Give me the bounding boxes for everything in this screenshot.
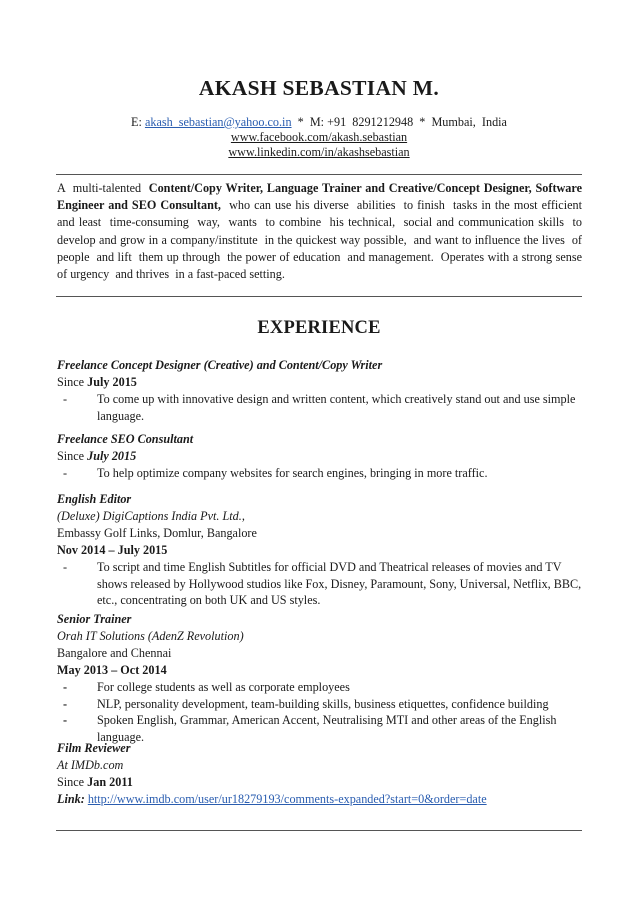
job-entry <box>57 611 582 745</box>
bullet-dash: - <box>63 713 68 727</box>
bullet-text: To help optimize company websites for search engines, bringing in more traffic. <box>97 466 488 480</box>
contact-details: * M: +91 8291212948 * Mumbai, India <box>291 115 507 129</box>
list-item <box>57 679 582 696</box>
bullet-text: NLP, personality development, team-building skills, business etiquettes, confidence building <box>97 696 549 711</box>
since-label: Since <box>57 775 88 789</box>
since-date: July 2015 <box>87 449 137 463</box>
job-location: Embassy Golf Links, Domlur, Bangalore <box>57 526 257 540</box>
list-item <box>57 391 582 424</box>
email-link[interactable]: akash_sebastian@yahoo.co.in <box>144 115 292 129</box>
job-entry <box>57 491 582 609</box>
job-since <box>57 374 582 391</box>
list-item <box>57 696 582 713</box>
job-dates: Nov 2014 – July 2015 <box>57 543 168 557</box>
imdb-link[interactable]: http://www.imdb.com/user/ur18279193/comments-expanded?start=0&order=date <box>87 792 487 806</box>
job-since <box>57 448 582 465</box>
job-bullets <box>57 391 582 424</box>
job-title: Film Reviewer <box>57 741 131 755</box>
list-item <box>57 559 582 609</box>
job-location: Bangalore and Chennai <box>57 646 172 660</box>
divider <box>56 830 582 831</box>
link-separator: : <box>80 792 88 806</box>
candidate-name: AKASH SEBASTIAN M. <box>198 76 440 100</box>
summary-roles: Content/Copy Writer, Language Trainer and Creative/Concept Designer, Software Engineer and SEO Consultant, <box>57 181 582 213</box>
bullet-dash: - <box>63 680 68 694</box>
divider <box>56 174 582 175</box>
bullet-dash: - <box>63 696 68 711</box>
job-bullets <box>57 679 582 745</box>
email-prefix: E: <box>131 115 145 129</box>
job-title: Senior Trainer <box>57 612 132 626</box>
since-label: Since <box>57 449 88 463</box>
job-company: At IMDb.com <box>57 758 124 772</box>
imdb-link-row <box>57 791 582 808</box>
bullet-text: For college students as well as corporate employees <box>97 680 350 694</box>
job-bullets <box>57 465 582 482</box>
since-date: Jan 2011 <box>87 775 133 789</box>
divider <box>56 296 582 297</box>
summary-lead: A multi-talented <box>57 181 149 195</box>
bullet-text: Spoken English, Grammar, American Accent, Neutralising MTI and other areas of the English language. <box>97 713 557 744</box>
job-since <box>57 774 582 791</box>
linkedin-link[interactable]: www.linkedin.com/in/akashsebastian <box>228 145 410 159</box>
bullet-dash: - <box>63 560 68 574</box>
job-entry <box>57 431 582 482</box>
section-heading-experience: EXPERIENCE <box>257 318 381 338</box>
since-label: Since <box>57 375 88 389</box>
job-title: English Editor <box>57 492 132 506</box>
bullet-text: To come up with innovative design and written content, which creatively stand out and use simple language. <box>97 392 576 423</box>
bullet-dash: - <box>63 466 68 480</box>
link-label: Link <box>57 792 81 806</box>
job-bullets <box>57 559 582 609</box>
facebook-link[interactable]: www.facebook.com/akash.sebastian <box>230 130 408 144</box>
job-entry <box>57 357 582 424</box>
since-date: July 2015 <box>87 375 137 389</box>
job-title: Freelance Concept Designer (Creative) and Content/Copy Writer <box>57 358 383 372</box>
job-entry <box>57 740 582 808</box>
bullet-dash: - <box>63 392 68 406</box>
job-company: Orah IT Solutions (AdenZ Revolution) <box>57 629 244 643</box>
list-item <box>57 465 582 482</box>
job-title: Freelance SEO Consultant <box>57 432 194 446</box>
summary-body: who can use his diverse abilities to finish tasks in the most efficient and least time-consuming way, wants to combine his technical, social and communication skills to develop and grow in a company/institute in the quickest way possible, and want to influence the lives of people and lift them up through the power of education and management. Operates with a strong sense of urgency and thrives in a fast-paced setting. <box>57 198 589 282</box>
contact-block <box>0 115 638 160</box>
bullet-text: To script and time English Subtitles for official DVD and Theatrical releases of movies and TV shows released by Hollywood studios like Fox, Disney, Paramount, Sony, Universal, Netflix, BBC, etc., concentrating on both UK and US styles. <box>97 560 582 607</box>
job-dates: May 2013 – Oct 2014 <box>57 663 167 677</box>
summary-paragraph <box>57 180 589 283</box>
contact-line <box>0 115 638 130</box>
job-company: (Deluxe) DigiCaptions India Pvt. Ltd., <box>57 509 245 523</box>
